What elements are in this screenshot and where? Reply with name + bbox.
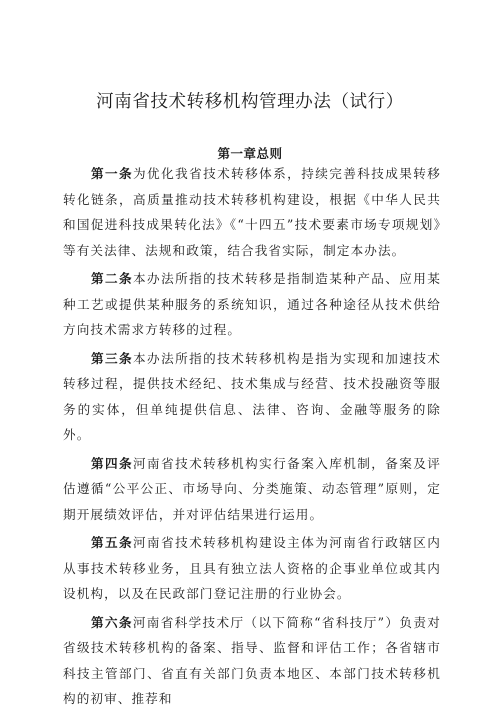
article-number: 第三条 [91, 350, 134, 366]
document-title: 河南省技术转移机构管理办法（试行） [96, 92, 404, 112]
article-text: 河南省技术转移机构实行备案入库机制，备案及评估遵循“公平公正、市场导向、分类施策、动态管理”原则，定期开展绩效评估，并对评估结果进行运用。 [63, 455, 441, 522]
article-6 [63, 610, 441, 712]
article-text: 本办法所指的技术转移机构是指为实现和加速技术转移过程，提供技术经纪、技术集成与经营、技术投融资等服务的实体，但单纯提供信息、法律、咨询、金融等服务的除外。 [63, 350, 441, 442]
article-1 [63, 161, 441, 263]
article-5 [63, 530, 441, 607]
chapter-title: 第一章总则 [217, 146, 283, 161]
article-4 [63, 451, 441, 528]
article-text: 为优化我省技术转移体系，持续完善科技成果转移转化链条，高质量推动技术转移机构建设，根据《中华人民共和国促进科技成果转化法》《“十四五”技术要素市场专项规划》等有关法律、法规和政策，结合我省实际，制定本办法。 [63, 166, 441, 258]
article-number: 第四条 [91, 455, 134, 471]
article-text: 本办法所指的技术转移是指制造某种产品、应用某种工艺或提供某种服务的系统知识，通过各种途径从技术供给方向技术需求方转移的过程。 [63, 271, 441, 337]
article-number: 第一条 [91, 166, 134, 181]
article-3 [63, 346, 441, 448]
article-number: 第五条 [91, 535, 134, 550]
article-text: 河南省技术转移机构建设主体为河南省行政辖区内从事技术转移业务，且具有独立法人资格的企事业单位或其内设机构，以及在民政部门登记注册的行业协会。 [63, 535, 441, 601]
document-body [63, 161, 441, 715]
article-number: 第二条 [91, 271, 134, 286]
article-number: 第六条 [91, 614, 133, 630]
article-2 [63, 266, 441, 343]
article-text: 河南省科学技术厅（以下简称“省科技厅”）负责对省级技术转移机构的备案、指导、监督和评估工作；各省辖市科技主管部门、省直有关部门负责本地区、本部门技术转移机构的初审、推荐和 [63, 614, 441, 706]
